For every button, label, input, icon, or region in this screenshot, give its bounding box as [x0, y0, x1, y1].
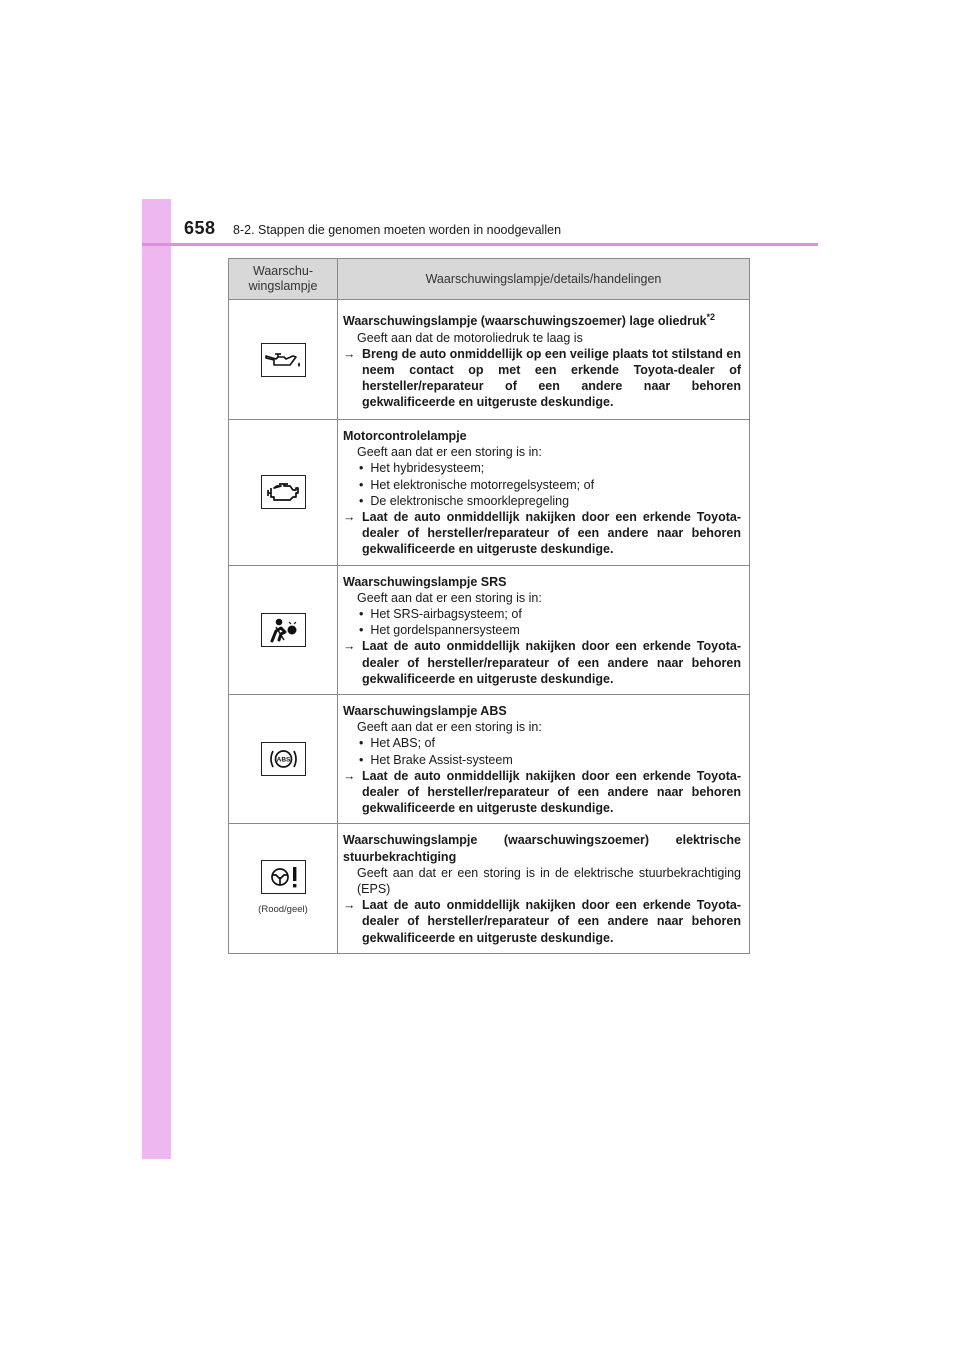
row-title: Waarschuwingslampje (waarschuwingszoemer) elektrische stuurbekrachtiging: [343, 833, 741, 864]
row-action: → Laat de auto onmiddellijk nakijken door een erkende Toyota-dealer of hersteller/reparateur of een andere naar behoren gekwalificeerde en uitgeruste deskundige.: [343, 898, 741, 945]
row-action: → Breng de auto onmiddellijk op een veilige plaats tot stilstand en neem contact op met een erkende Toyota-dealer of hersteller/reparateur of een andere naar behoren gekwalificeerde en uitgeruste deskundige.: [343, 346, 741, 410]
list-item: • Het SRS-airbagsysteem; of: [359, 607, 522, 622]
abs-icon: [261, 742, 306, 776]
arrow-icon: →: [343, 346, 356, 361]
column-header-details: Waarschuwingslampje/details/handelingen: [338, 259, 750, 300]
list-item: • Het elektronische motorregelsysteem; of: [359, 477, 595, 492]
row-title: Waarschuwingslampje ABS: [343, 704, 507, 719]
table-row: [229, 695, 750, 824]
arrow-icon: →: [343, 639, 356, 654]
icon-cell: [229, 420, 338, 566]
warning-light-table: [228, 258, 750, 954]
table-row: [229, 565, 750, 694]
row-action: → Laat de auto onmiddellijk nakijken door een erkende Toyota-dealer of hersteller/reparateur of een andere naar behoren gekwalificeerde en uitgeruste deskundige.: [343, 768, 741, 816]
table-row: [229, 824, 750, 953]
row-action: → Laat de auto onmiddellijk nakijken door een erkende Toyota-dealer of hersteller/reparateur of een andere naar behoren gekwalificeerde en uitgeruste deskundige.: [343, 510, 741, 557]
engine-check-icon: [261, 475, 306, 509]
icon-cell: [229, 695, 338, 824]
arrow-icon: →: [343, 510, 356, 525]
chapter-side-bar: [142, 199, 171, 1159]
icon-cell: [229, 300, 338, 420]
description-cell: [338, 565, 750, 694]
column-header-light: Waarschu- wingslampje: [229, 259, 338, 300]
icon-cell: [229, 824, 338, 953]
eps-steering-icon: [261, 860, 306, 894]
table-row: [229, 420, 750, 566]
srs-airbag-icon: [261, 613, 306, 647]
description-cell: [338, 420, 750, 566]
row-description: Geeft aan dat de motoroliedruk te laag is: [357, 330, 583, 345]
list-item: • Het gordelspannersysteem: [359, 623, 520, 638]
row-title: Waarschuwingslampje (waarschuwingszoemer) lage oliedruk$^{*2}$: [343, 312, 716, 329]
table-header-row: [229, 259, 750, 300]
row-action: → Laat de auto onmiddellijk nakijken door een erkende Toyota-dealer of hersteller/reparateur of een andere naar behoren gekwalificeerde en uitgeruste deskundige.: [343, 639, 741, 686]
description-cell: [338, 300, 750, 420]
row-description: Geeft aan dat er een storing is in de elektrische stuurbekrachtiging (EPS): [357, 865, 741, 897]
list-item: • Het hybridesysteem;: [359, 461, 485, 476]
page-number: 658: [184, 218, 216, 238]
header-divider: [142, 243, 818, 246]
row-title: Motorcontrolelampje: [343, 429, 467, 443]
section-title: 8-2. Stappen die genomen moeten worden in noodgevallen: [233, 223, 562, 237]
arrow-icon: →: [343, 768, 356, 783]
row-description: Geeft aan dat er een storing is in:: [357, 590, 542, 605]
abs-icon-label: ABS: [276, 756, 290, 764]
icon-caption: (Rood/geel): [258, 903, 308, 915]
list-item: • De elektronische smoorklepregeling: [359, 493, 570, 508]
table-row: [229, 300, 750, 420]
footnote-marker: *2: [706, 312, 716, 323]
icon-cell: [229, 565, 338, 694]
row-description: Geeft aan dat er een storing is in:: [357, 445, 542, 460]
list-item: • Het Brake Assist-systeem: [359, 752, 513, 767]
row-title: Waarschuwingslampje SRS: [343, 574, 507, 589]
row-description: Geeft aan dat er een storing is in:: [357, 720, 542, 735]
description-cell: [338, 695, 750, 824]
arrow-icon: →: [343, 898, 356, 913]
oil-pressure-icon: [261, 343, 306, 377]
description-cell: [338, 824, 750, 953]
list-item: • Het ABS; of: [359, 736, 435, 751]
